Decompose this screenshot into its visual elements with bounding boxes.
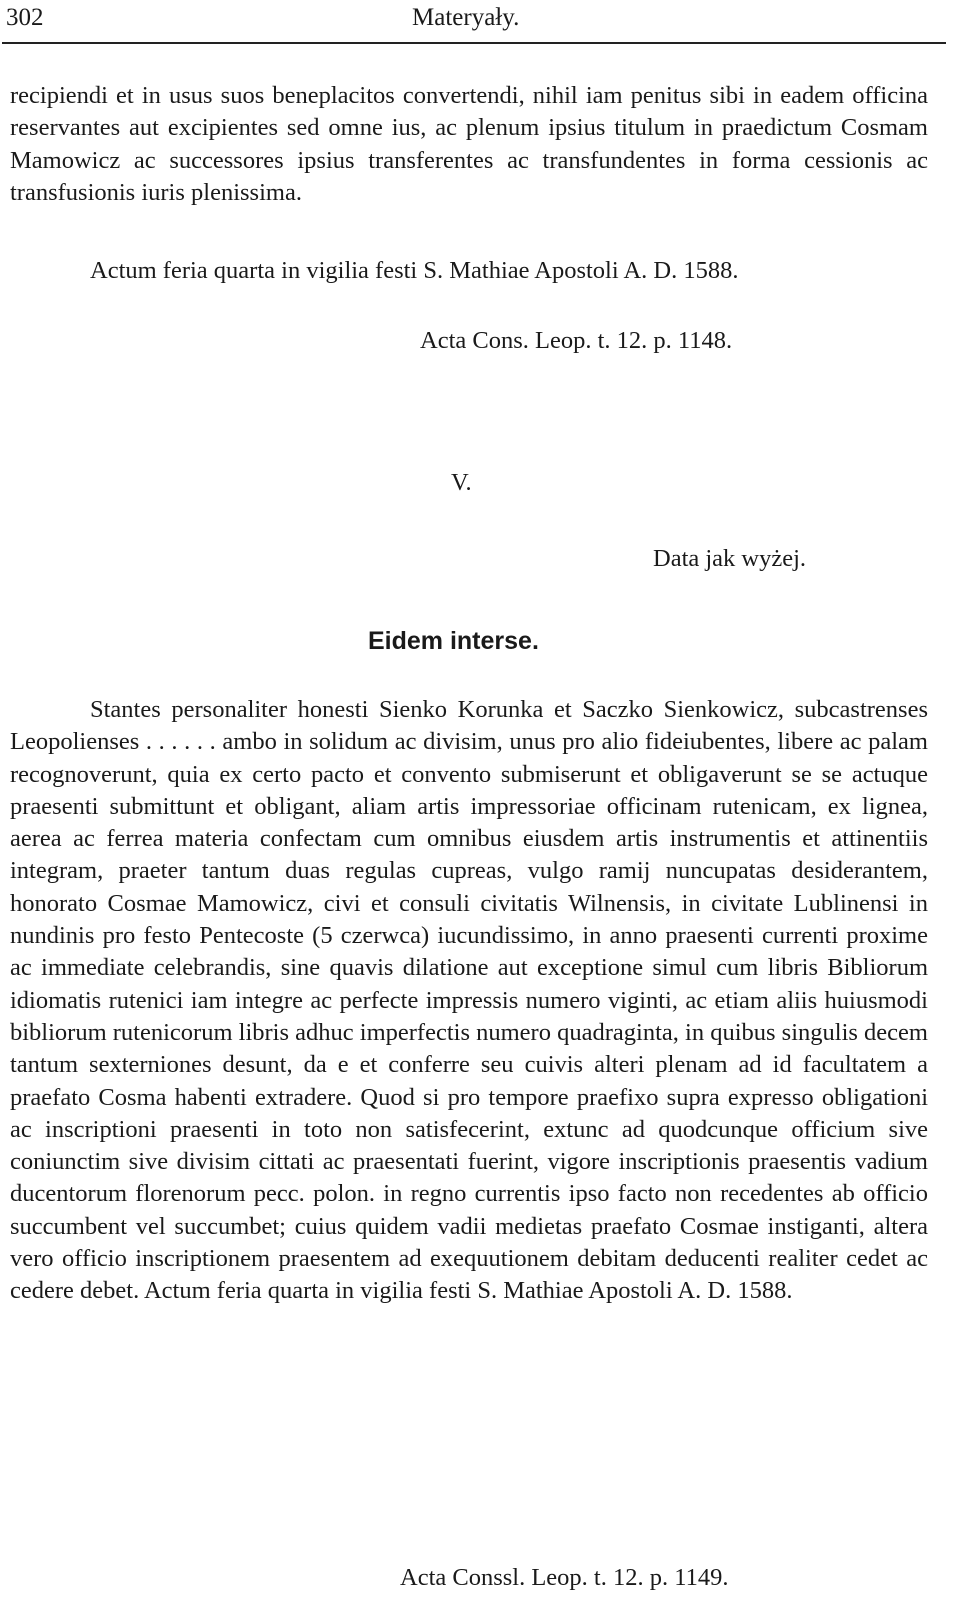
header-rule <box>2 42 946 44</box>
continuation-paragraph: recipiendi et in usus suos beneplacitos convertendi, nihil iam penitus sibi in eadem officina reservantes aut excipientes sed omne ius, ac plenum ipsius titulum in praedictum Cosmam Mamowicz ac successores ipsius transferentes ac transfundentes in forma cessionis ac transfusionis iuris plenissima. <box>10 82 928 206</box>
source-citation-1: Acta Cons. Leop. t. 12. p. 1148. <box>420 327 733 354</box>
document-body-paragraph: Stantes personaliter honesti Sienko Korunka et Saczko Sienkowicz, subcastrenses Leopolienses . . . . . . ambo in solidum ac divisim, unus pro alio fideiubentes, libere ac palam recognoverunt, quia ex certo pacto et convento submiserunt et obligaverunt se se actuque praesenti submittunt et obligant, aliam artis impressoriae officinam rutenicam, ex lignea, aerea ac ferrea materia confectam cum omnibus eiusdem artis instrumentis et attinentiis integram, praeter tantum duas regulas cupreas, vulgo ramij nuncupatas desiderantem, honorato Cosmae Mamowicz, civi et consuli civitatis Wilnensis, in civitate Lublinensi in nundinis pro festo Pentecoste (5 czerwca) iucundissimo, in anno praesenti currenti proxime ac immediate celebrandis, sine quavis dilatione aut exceptione simul cum libris Bibliorum idiomatis rutenici iam integre ac perfecte impressis numero viginti, ac etiam aliis huiusmodi bibliorum rutenicorum libris adhuc imperfectis numero quadraginta, in quibus singulis decem tantum sexterniones desunt, da e et conferre seu cuivis alteri plenam ad id facultatem a praefato Cosma habenti extradere. Quod si pro tempore praefixo supra expresso obligationi ac inscriptioni praesenti in toto non satisfecerint, extunc ad quodcunque officium sive coniunctim sive divisim cittati ac praesentati fuerint, vigore inscriptionis praesentis vadium ducentorum florenorum pecc. polon. in regno currentis ipso facto non recedentes ab officio succumbent vel succumbet; cuius quidem vadii medietas praefato Cosmae instiganti, altera vero officio inscriptionem praesentem ad exequutionem debitam deducenti realiter cedet ac cedere debet. Actum feria quarta in vigilia festi S. Mathiae Apostoli A. D. 1588. <box>10 696 928 1305</box>
document-number: V. <box>451 469 472 496</box>
running-head <box>0 4 960 44</box>
actum-line-1: Actum feria quarta in vigilia festi S. Mathiae Apostoli A. D. 1588. <box>90 257 739 284</box>
page-number: 302 <box>6 4 44 31</box>
document-body-block <box>10 694 928 1308</box>
continuation-block <box>10 80 928 209</box>
running-title: Materyały. <box>412 4 520 31</box>
source-citation-2: Acta Conssl. Leop. t. 12. p. 1149. <box>400 1564 729 1591</box>
date-note: Data jak wyżej. <box>653 545 807 572</box>
section-heading: Eidem interse. <box>368 627 539 655</box>
